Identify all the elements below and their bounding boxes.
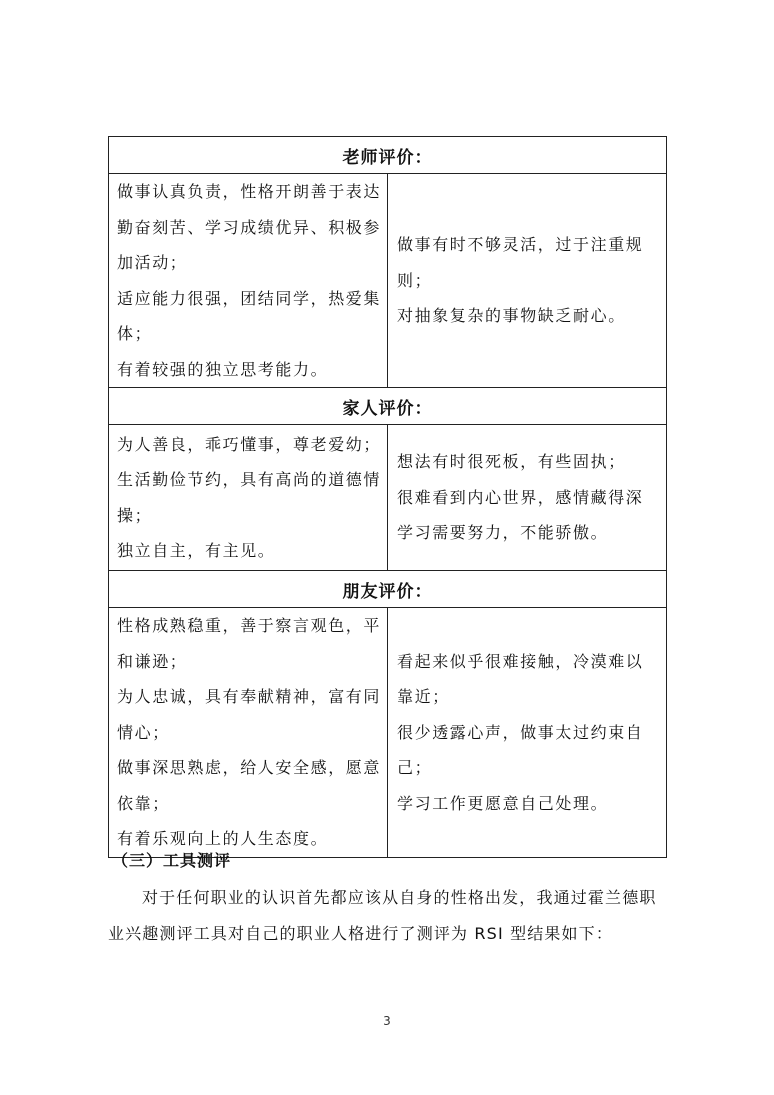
body-paragraph xyxy=(108,880,668,952)
section-heading-tool-assessment: （三）工具测评 xyxy=(112,851,232,870)
teacher-strength-line: 体； xyxy=(117,324,153,343)
evaluation-table xyxy=(108,136,667,858)
friends-strength-line: 有着乐观向上的人生态度。 xyxy=(117,829,329,848)
friends-strengths-cell xyxy=(109,608,388,858)
family-weakness-line: 想法有时很死板，有些固执； xyxy=(397,452,626,472)
friends-strength-line: 依靠； xyxy=(117,793,170,813)
friends-strength-line: 和谦逊； xyxy=(117,651,188,671)
friends-weaknesses-cell xyxy=(388,608,667,858)
friends-weakness-line: 看起来似乎很难接触，冷漠难以 xyxy=(397,651,644,671)
page-number: 3 xyxy=(383,1014,391,1028)
teacher-strength-line: 适应能力很强，团结同学，热爱集 xyxy=(117,288,382,308)
family-weakness-line: 很难看到内心世界，感情藏得深 xyxy=(397,487,644,507)
family-weaknesses-cell xyxy=(388,425,667,571)
teacher-weaknesses-cell xyxy=(388,174,667,388)
teacher-strength-line: 加活动； xyxy=(117,253,188,272)
friends-strength-line: 为人忠诚，具有奉献精神，富有同 xyxy=(117,687,382,706)
teacher-weakness-line: 对抽象复杂的事物缺乏耐心。 xyxy=(397,306,626,326)
family-strength-line: 生活勤俭节约，具有高尚的道德情 xyxy=(117,470,382,489)
teacher-evaluation-heading: 老师评价： xyxy=(109,137,667,174)
teacher-strength-line: 有着较强的独立思考能力。 xyxy=(117,359,329,379)
family-strengths-cell xyxy=(109,425,388,571)
paragraph-line: 对于任何职业的认识首先都应该从自身的性格出发，我通过霍兰德职 xyxy=(142,888,657,907)
family-weakness-line: 学习需要努力，不能骄傲。 xyxy=(397,523,609,543)
friends-weakness-line: 靠近； xyxy=(397,687,450,706)
family-strength-line: 独立自主，有主见。 xyxy=(117,541,276,560)
friends-strength-line: 做事深思熟虑，给人安全感，愿意 xyxy=(117,758,382,777)
friends-weakness-line: 学习工作更愿意自己处理。 xyxy=(397,793,609,813)
friends-strength-line: 情心； xyxy=(117,722,170,742)
teacher-strength-line: 勤奋刻苦、学习成绩优异、积极参 xyxy=(117,217,382,237)
paragraph-line: 业兴趣测评工具对自己的职业人格进行了测评为 RSI 型结果如下： xyxy=(108,924,613,943)
teacher-weakness-line: 则； xyxy=(397,270,433,290)
teacher-strengths-cell xyxy=(109,174,388,388)
family-strength-line: 为人善良，乖巧懂事，尊老爱幼； xyxy=(117,434,382,454)
teacher-weakness-line: 做事有时不够灵活，过于注重规 xyxy=(397,235,644,255)
family-strength-line: 操； xyxy=(117,505,153,525)
friends-strength-line: 性格成熟稳重，善于察言观色，平 xyxy=(117,616,382,635)
family-evaluation-heading: 家人评价： xyxy=(109,388,667,425)
teacher-strength-line: 做事认真负责，性格开朗善于表达 xyxy=(117,182,382,201)
friends-evaluation-heading: 朋友评价： xyxy=(109,571,667,608)
friends-weakness-line: 很少透露心声，做事太过约束自 xyxy=(397,722,644,742)
friends-weakness-line: 己； xyxy=(397,758,433,777)
